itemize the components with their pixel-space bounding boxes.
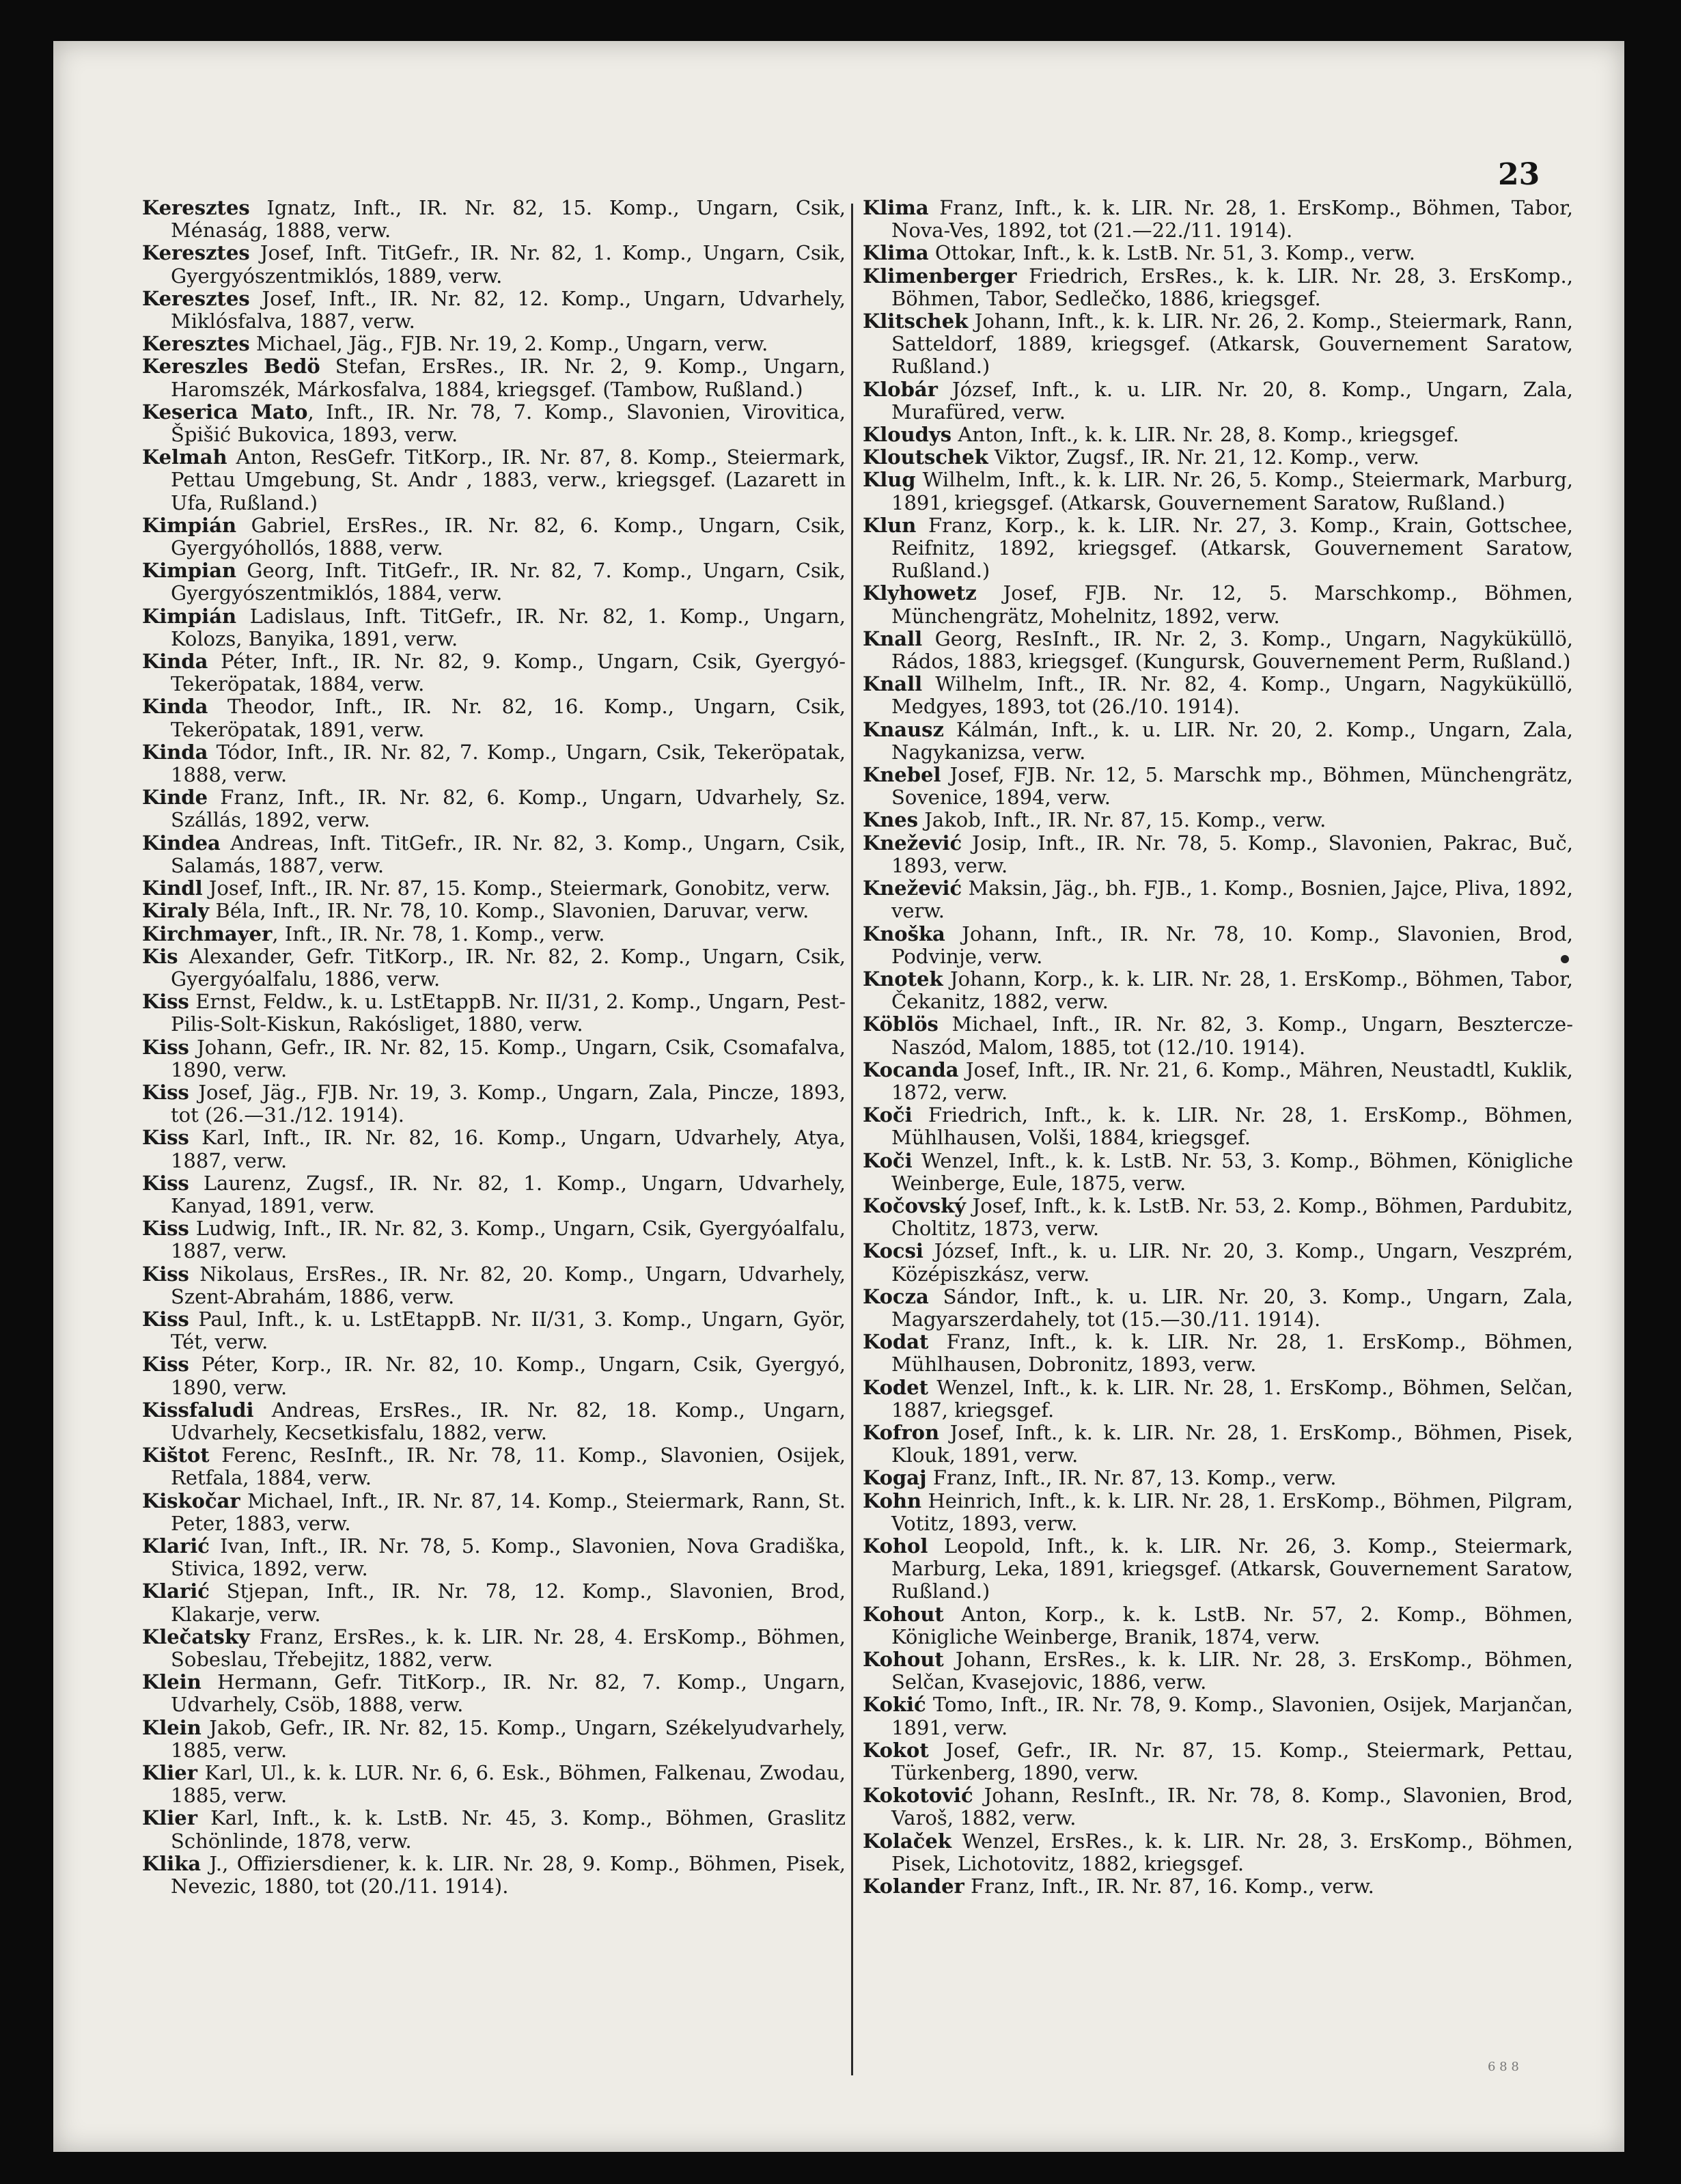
register-entry [142,197,846,242]
entry-surname: Klečatsky [142,1625,250,1648]
register-entry [142,514,846,559]
entry-details: Maksin, Jäg., bh. FJB., 1. Komp., Bosnien, Jajce, Pliva, 1892, verw. [891,876,1573,923]
register-entry [142,1762,846,1807]
entry-surname: Kinda [142,650,208,674]
entry-surname: Kindl [142,876,203,900]
register-entry [142,1535,846,1580]
register-entry [142,1671,846,1716]
register-entry [142,355,846,400]
register-entry [142,1444,846,1489]
entry-details: , Inft., IR. Nr. 78, 1. Komp., verw. [272,922,605,945]
entry-details: J., Offiziersdiener, k. k. LIR. Nr. 28, 9. Komp., Böhmen, Pisek, Nevezic, 1880, tot (20./11. 1914). [171,1851,846,1898]
entry-surname: Kereszles Bedö [142,355,320,378]
entry-details: Péter, Korp., IR. Nr. 82, 10. Komp., Ungarn, Csik, Gyergyó, 1890, verw. [171,1353,846,1399]
entry-details: Wenzel, Inft., k. k. LIR. Nr. 28, 1. ErsKomp., Böhmen, Selčan, 1887, kriegsgef. [891,1375,1573,1422]
register-entry [142,1580,846,1625]
register-entry [863,1467,1573,1489]
entry-surname: Kocanda [863,1058,959,1081]
register-entry [863,1875,1573,1898]
register-entry [863,923,1573,968]
register-entry [142,1807,846,1852]
entry-details: Jakob, Inft., IR. Nr. 87, 15. Komp., verw. [918,808,1326,832]
entry-details: József, Inft., k. u. LIR. Nr. 20, 8. Komp., Ungarn, Zala, Murafüred, verw. [891,377,1573,424]
entry-details: Ferenc, ResInft., IR. Nr. 78, 11. Komp., Slavonien, Osijek, Retfala, 1884, verw. [171,1443,846,1490]
entry-surname: Kiss [142,1126,189,1150]
entry-details: Ernst, Feldw., k. u. LstEtappB. Nr. II/31, 2. Komp., Ungarn, Pest-Pilis-Solt-Kiskun, Rakósliget, 1880, verw. [171,990,846,1036]
register-entry [863,1377,1573,1422]
register-entry [142,1217,846,1262]
entry-details: Laurenz, Zugsf., IR. Nr. 82, 1. Komp., Ungarn, Udvarhely, Kanyad, 1891, verw. [171,1171,846,1217]
register-entry [863,1694,1573,1739]
register-entry [863,446,1573,469]
register-entry [142,1717,846,1762]
entry-details: Josef, FJB. Nr. 12, 5. Marschkomp., Böhmen, Münchengrätz, Mohelnitz, 1892, verw. [891,581,1573,628]
entry-details: Georg, ResInft., IR. Nr. 2, 3. Komp., Ungarn, Nagyküküllö, Rádos, 1883, kriegsgef. (Kungursk, Gouvernement Perm, Rußland.) [891,626,1573,674]
entry-surname: Kloudys [863,423,952,447]
register-entry [863,832,1573,877]
entry-surname: Kelmah [142,445,227,469]
entry-surname: Kiss [142,1307,189,1331]
entry-surname: Koči [863,1148,913,1172]
register-entry [863,1150,1573,1195]
register-entry [142,877,846,900]
entry-surname: Kohout [863,1648,944,1671]
entry-details: Andreas, Inft. TitGefr., IR. Nr. 82, 3. Komp., Ungarn, Csik, Salamás, 1887, verw. [171,831,846,877]
entry-details: Johann, Korp., k. k. LIR. Nr. 28, 1. ErsKomp., Böhmen, Tabor, Čekanitz, 1882, verw. [891,967,1573,1014]
entry-details: Péter, Inft., IR. Nr. 82, 9. Komp., Ungarn, Csik, Gyergyó-Tekeröpatak, 1884, verw. [171,650,846,696]
register-entry [142,559,846,605]
entry-details: Josef, Inft., IR. Nr. 21, 6. Komp., Mähren, Neustadtl, Kuklik, 1872, verw. [891,1058,1573,1104]
register-entry [863,673,1573,718]
entry-surname: Knes [863,808,919,832]
entry-surname: Knausz [863,717,944,741]
entry-details: Ludwig, Inft., IR. Nr. 82, 3. Komp., Ungarn, Csik, Gyergyóalfalu, 1887, verw. [171,1217,846,1263]
entry-details: Johann, ErsRes., k. k. LIR. Nr. 28, 3. ErsKomp., Böhmen, Selčan, Kvasejovic, 1886, verw. [891,1648,1573,1694]
entry-surname: Kimpián [142,513,237,537]
entry-details: Stjepan, Inft., IR. Nr. 78, 12. Komp., Slavonien, Brod, Klakarje, verw. [171,1579,846,1626]
entry-details: Karl, Inft., IR. Nr. 82, 16. Komp., Ungarn, Udvarhely, Atya, 1887, verw. [171,1126,846,1172]
scanned-page [53,41,1624,2152]
entry-surname: Kohn [863,1489,922,1512]
entry-surname: Kiss [142,1035,189,1059]
entry-surname: Kiss [142,1262,189,1286]
entry-surname: Klyhowetz [863,581,977,605]
entry-surname: Kimpian [142,559,237,583]
entry-surname: Kolander [863,1875,964,1898]
entry-details: Anton, Korp., k. k. LstB. Nr. 57, 2. Komp., Böhmen, Königliche Weinberge, Branik, 1874, verw. [891,1602,1573,1648]
register-entry [142,1081,846,1126]
entry-surname: Kiss [142,1217,189,1241]
entry-surname: Klarić [142,1534,210,1558]
entry-surname: Kiskočar [142,1489,240,1512]
entry-surname: Kokotović [863,1784,973,1808]
register-entry [863,1240,1573,1285]
entry-surname: Klein [142,1715,202,1739]
entry-details: Viktor, Zugsf., IR. Nr. 21, 12. Komp., verw. [988,445,1419,469]
entry-surname: Knežević [863,831,962,855]
register-entry [142,333,846,355]
entry-surname: Kohout [863,1602,944,1626]
entry-details: Michael, Inft., IR. Nr. 87, 14. Komp., Steiermark, Rann, St. Peter, 1883, verw. [171,1489,846,1535]
register-entry [863,628,1573,673]
register-entry [863,1422,1573,1467]
entry-surname: Kištot [142,1443,210,1467]
entry-surname: Kiss [142,1353,189,1377]
register-entry [863,1331,1573,1376]
register-entry [863,809,1573,831]
register-entry [863,582,1573,627]
entry-details: Franz, Inft., IR. Nr. 87, 16. Komp., verw. [964,1875,1374,1898]
scan-stamp: 6 8 8 [1488,2060,1519,2074]
register-entry [142,923,846,945]
entry-details: Tomo, Inft., IR. Nr. 78, 9. Komp., Slavonien, Osijek, Marjančan, 1891, verw. [891,1693,1573,1739]
entry-surname: Klitschek [863,309,969,333]
entry-details: Karl, Ul., k. k. LUR. Nr. 6, 6. Esk., Böhmen, Falkenau, Zwodau, 1885, verw. [171,1761,846,1808]
entry-details: Georg, Inft. TitGefr., IR. Nr. 82, 7. Komp., Ungarn, Csik, Gyergyószentmiklós, 1884, verw. [171,559,846,605]
entry-details: Heinrich, Inft., k. k. LIR. Nr. 28, 1. ErsKomp., Böhmen, Pilgram, Votitz, 1893, verw. [891,1489,1573,1535]
entry-surname: Klarić [142,1579,210,1603]
entry-surname: Klima [863,241,929,265]
entry-surname: Keserica Mato [142,400,308,424]
entry-details: József, Inft., k. u. LIR. Nr. 20, 3. Komp., Ungarn, Veszprém, Középiszkász, verw. [891,1239,1573,1286]
entry-surname: Köblös [863,1012,939,1036]
entry-details: Gabriel, ErsRes., IR. Nr. 82, 6. Komp., Ungarn, Csik, Gyergyóhollós, 1888, verw. [171,513,846,560]
entry-details: Michael, Inft., IR. Nr. 82, 3. Komp., Ungarn, Besztercze-Naszód, Malom, 1885, tot (12./10. 1914). [891,1012,1573,1059]
entry-surname: Kindea [142,831,221,855]
entry-surname: Klimenberger [863,264,1017,288]
entry-surname: Kiss [142,990,189,1014]
entry-details: Franz, ErsRes., k. k. LIR. Nr. 28, 4. ErsKomp., Böhmen, Sobeslau, Třebejitz, 1882, verw. [171,1625,846,1671]
entry-surname: Kiraly [142,899,210,923]
entry-details: Ladislaus, Inft. TitGefr., IR. Nr. 82, 1. Komp., Ungarn, Kolozs, Banyika, 1891, verw. [171,604,846,650]
entry-surname: Klein [142,1670,202,1694]
entry-details: Franz, Inft., IR. Nr. 87, 13. Komp., verw. [926,1466,1337,1490]
entry-details: Ivan, Inft., IR. Nr. 78, 5. Komp., Slavonien, Nova Gradiška, Stivica, 1892, verw. [171,1534,846,1581]
entry-surname: Kocsi [863,1239,923,1263]
entry-surname: Knoška [863,922,945,945]
register-entry [142,288,846,333]
register-entry [863,265,1573,310]
register-entry [863,310,1573,378]
entry-surname: Knall [863,626,923,650]
register-entry [863,1784,1573,1829]
register-entry [142,1036,846,1081]
entry-details: Theodor, Inft., IR. Nr. 82, 16. Komp., Ungarn, Csik, Tekeröpatak, 1891, verw. [171,695,846,741]
register-entry [863,968,1573,1013]
register-entry [863,1286,1573,1331]
register-entry [142,695,846,741]
entry-details: Josef, Inft., k. k. LIR. Nr. 28, 1. ErsKomp., Böhmen, Pisek, Klouk, 1891, verw. [891,1420,1573,1467]
page-number: 23 [1498,157,1540,192]
column-divider [851,204,853,2075]
entry-surname: Knotek [863,967,943,991]
entry-details: Wilhelm, Inft., k. k. LIR. Nr. 26, 5. Komp., Steiermark, Marburg, 1891, kriegsgef. (Atkarsk, Gouvernement Saratow, Rußland.) [891,468,1573,514]
entry-details: Karl, Inft., k. k. LstB. Nr. 45, 3. Komp., Böhmen, Graslitz Schönlinde, 1878, verw. [171,1806,846,1853]
register-entry [863,1059,1573,1104]
register-entry [863,1013,1573,1058]
register-entry [863,1739,1573,1784]
entry-details: Friedrich, Inft., k. k. LIR. Nr. 28, 1. ErsKomp., Böhmen, Mühlhausen, Volši, 1884, kriegsgef. [891,1103,1573,1150]
entry-details: Josef, Jäg., FJB. Nr. 19, 3. Komp., Ungarn, Zala, Pincze, 1893, tot (26.—31./12. 1914). [171,1080,846,1127]
register-entry [863,197,1573,242]
entry-surname: Klier [142,1761,197,1785]
register-entry [142,1353,846,1398]
register-entry [863,1830,1573,1875]
entry-surname: Keresztes [142,241,250,265]
register-entry [142,900,846,922]
entry-surname: Kis [142,944,178,968]
right-column [863,197,1573,2075]
entry-surname: Koči [863,1103,913,1127]
register-entry [142,1126,846,1172]
entry-surname: Klun [863,513,917,537]
entry-details: Franz, Inft., IR. Nr. 82, 6. Komp., Ungarn, Udvarhely, Sz. Szállás, 1892, verw. [171,786,846,832]
register-entry [142,242,846,287]
entry-surname: Klika [142,1851,202,1875]
entry-surname: Klobár [863,377,938,401]
entry-details: Josef, FJB. Nr. 12, 5. Marschk mp., Böhmen, Münchengrätz, Sovenice, 1894, verw. [891,763,1573,810]
entry-surname: Kinda [142,740,208,764]
entry-details: Paul, Inft., k. u. LstEtappB. Nr. II/31, 3. Komp., Ungarn, Györ, Tét, verw. [171,1307,846,1354]
entry-surname: Kirchmayer [142,922,273,945]
register-entry [863,514,1573,583]
entry-surname: Keresztes [142,286,250,310]
register-entry [142,1172,846,1217]
entry-surname: Kočovský [863,1193,967,1217]
register-entry [863,469,1573,514]
entry-surname: Kohol [863,1534,928,1558]
entry-details: Franz, Inft., k. k. LIR. Nr. 28, 1. ErsKomp., Böhmen, Tabor, Nova-Ves, 1892, tot (21.—22./11. 1914). [891,197,1573,243]
register-entry [863,764,1573,809]
register-entry [142,1853,846,1898]
register-entry [863,1535,1573,1603]
entry-details: Josef, Inft., k. k. LstB. Nr. 53, 2. Komp., Böhmen, Pardubitz, Choltitz, 1873, verw. [891,1193,1573,1241]
register-entry [863,1648,1573,1694]
entry-details: Wilhelm, Inft., IR. Nr. 82, 4. Komp., Ungarn, Nagyküküllö, Medgyes, 1893, tot (26./10. 1914). [891,672,1573,719]
register-entry [142,991,846,1036]
entry-surname: Kodet [863,1375,929,1399]
entry-details: Wenzel, Inft., k. k. LstB. Nr. 53, 3. Komp., Böhmen, Königliche Weinberge, Eule, 1875, verw. [891,1148,1573,1195]
register-entry [863,378,1573,424]
entry-details: Johann, Inft., IR. Nr. 78, 10. Komp., Slavonien, Brod, Podvinje, verw. [891,922,1573,968]
entry-details: Josef, Inft., IR. Nr. 87, 15. Komp., Steiermark, Gonobitz, verw. [202,876,831,900]
entry-details: Johann, Inft., k. k. LIR. Nr. 26, 2. Komp., Steiermark, Rann, Satteldorf, 1889, kriegsgef. (Atkarsk, Gouvernement Saratow, Rußland.) [891,309,1573,378]
entry-details: Josef, Gefr., IR. Nr. 87, 15. Komp., Steiermark, Pettau, Türkenberg, 1890, verw. [891,1738,1573,1785]
register-entry [863,719,1573,764]
entry-details: Sándor, Inft., k. u. LIR. Nr. 20, 3. Komp., Ungarn, Zala, Magyarszerdahely, tot (15.—30./11. 1914). [891,1284,1573,1331]
entry-details: Johann, ResInft., IR. Nr. 78, 8. Komp., Slavonien, Brod, Varoš, 1882, verw. [891,1784,1573,1830]
register-entry [863,877,1573,922]
register-entry [142,1308,846,1353]
entry-details: Hermann, Gefr. TitKorp., IR. Nr. 82, 7. Komp., Ungarn, Udvarhely, Csöb, 1888, verw. [171,1670,846,1717]
entry-surname: Kocza [863,1284,929,1308]
entry-surname: Kolaček [863,1829,951,1853]
entry-surname: Keresztes [142,197,250,219]
register-entry [142,1263,846,1308]
entry-details: Ottokar, Inft., k. k. LstB. Nr. 51, 3. Komp., verw. [928,241,1415,265]
entry-details: , Inft., IR. Nr. 78, 7. Komp., Slavonien, Virovitica, Špišić Bukovica, 1893, verw. [171,400,846,447]
register-entry [863,1603,1573,1648]
entry-surname: Kokić [863,1693,926,1717]
register-entry [142,832,846,877]
register-entry [142,1490,846,1535]
entry-details: Nikolaus, ErsRes., IR. Nr. 82, 20. Komp., Ungarn, Udvarhely, Szent-Abrahám, 1886, verw. [171,1262,846,1308]
entry-details: Andreas, ErsRes., IR. Nr. 82, 18. Komp., Ungarn, Udvarhely, Kecsetkisfalu, 1882, verw. [171,1398,846,1444]
entry-surname: Knebel [863,763,941,787]
entry-surname: Kogaj [863,1466,927,1490]
entry-details: Franz, Inft., k. k. LIR. Nr. 28, 1. ErsKomp., Böhmen, Mühlhausen, Dobronitz, 1893, verw. [891,1330,1573,1377]
entry-details: Michael, Jäg., FJB. Nr. 19, 2. Komp., Ungarn, verw. [249,332,768,356]
entry-details: Friedrich, ErsRes., k. k. LIR. Nr. 28, 3. ErsKomp., Böhmen, Tabor, Sedlečko, 1886, kriegsgef. [891,264,1573,310]
entry-details: Josef, Inft., IR. Nr. 82, 12. Komp., Ungarn, Udvarhely, Miklósfalva, 1887, verw. [171,286,846,333]
entry-details: Béla, Inft., IR. Nr. 78, 10. Komp., Slavonien, Daruvar, verw. [209,899,809,923]
entry-surname: Kofron [863,1420,940,1444]
entry-surname: Kimpián [142,604,237,628]
entry-details: Franz, Korp., k. k. LIR. Nr. 27, 3. Komp., Krain, Gottschee, Reifnitz, 1892, kriegsgef. (Atkarsk, Gouvernement Saratow, Rußland.) [891,513,1573,583]
entry-surname: Klima [863,197,929,219]
entry-surname: Klug [863,468,916,492]
entry-details: Tódor, Inft., IR. Nr. 82, 7. Komp., Ungarn, Csik, Tekeröpatak, 1888, verw. [171,740,846,787]
register-entry [142,945,846,991]
left-column [142,197,846,2075]
entry-surname: Kinde [142,786,208,810]
entry-details: Stefan, ErsRes., IR. Nr. 2, 9. Komp., Ungarn, Haromszék, Márkosfalva, 1884, kriegsgef. (Tambow, Rußland.) [171,355,846,401]
register-entry [863,1195,1573,1240]
entry-details: Anton, ResGefr. TitKorp., IR. Nr. 87, 8. Komp., Steiermark, Pettau Umgebung, St. Andr , 1883, verw., kriegsgef. (Lazarett in Ufa, Rußland.) [171,445,846,514]
entry-details: Jakob, Gefr., IR. Nr. 82, 15. Komp., Ungarn, Székelyudvarhely, 1885, verw. [171,1715,846,1762]
entry-details: Wenzel, ErsRes., k. k. LIR. Nr. 28, 3. ErsKomp., Böhmen, Pisek, Lichotovitz, 1882, kriegsgef. [891,1829,1573,1875]
register-entry [863,1104,1573,1149]
entry-surname: Knall [863,672,923,696]
margin-dot [1561,955,1569,963]
entry-surname: Keresztes [142,332,250,356]
entry-details: Kálmán, Inft., k. u. LIR. Nr. 20, 2. Komp., Ungarn, Zala, Nagykanizsa, verw. [891,717,1573,764]
register-entry [142,786,846,831]
entry-surname: Kodat [863,1330,929,1354]
entry-details: Anton, Inft., k. k. LIR. Nr. 28, 8. Komp., kriegsgef. [951,423,1460,447]
register-entry [863,424,1573,446]
entry-surname: Klier [142,1806,197,1830]
entry-surname: Kiss [142,1171,189,1195]
entry-details: Josip, Inft., IR. Nr. 78, 5. Komp., Slavonien, Pakrac, Buč, 1893, verw. [891,831,1573,877]
register-entry [142,650,846,695]
register-entry [863,1490,1573,1535]
register-entry [142,741,846,786]
entry-details: Josef, Inft. TitGefr., IR. Nr. 82, 1. Komp., Ungarn, Csik, Gyergyószentmiklós, 1889, verw. [171,241,846,288]
entry-surname: Kinda [142,695,208,719]
entry-surname: Kissfaludi [142,1398,254,1422]
register-entry [863,242,1573,264]
entry-details: Johann, Gefr., IR. Nr. 82, 15. Komp., Ungarn, Csik, Csomafalva, 1890, verw. [171,1035,846,1081]
entry-surname: Kokot [863,1738,929,1762]
entry-details: Leopold, Inft., k. k. LIR. Nr. 26, 3. Komp., Steiermark, Marburg, Leka, 1891, kriegsgef. (Atkarsk, Gouvernement Saratow, Rußland.) [891,1534,1573,1603]
register-entry [142,446,846,514]
register-entry [142,1626,846,1671]
register-entry [142,401,846,446]
register-entry [142,605,846,650]
entry-details: Ignatz, Inft., IR. Nr. 82, 15. Komp., Ungarn, Csik, Ménaság, 1888, verw. [171,197,846,243]
entry-surname: Kiss [142,1080,189,1104]
entry-surname: Kloutschek [863,445,988,469]
entry-details: Alexander, Gefr. TitKorp., IR. Nr. 82, 2. Komp., Ungarn, Csik, Gyergyóalfalu, 1886, verw. [171,944,846,991]
entry-surname: Knežević [863,876,962,900]
register-entry [142,1399,846,1444]
